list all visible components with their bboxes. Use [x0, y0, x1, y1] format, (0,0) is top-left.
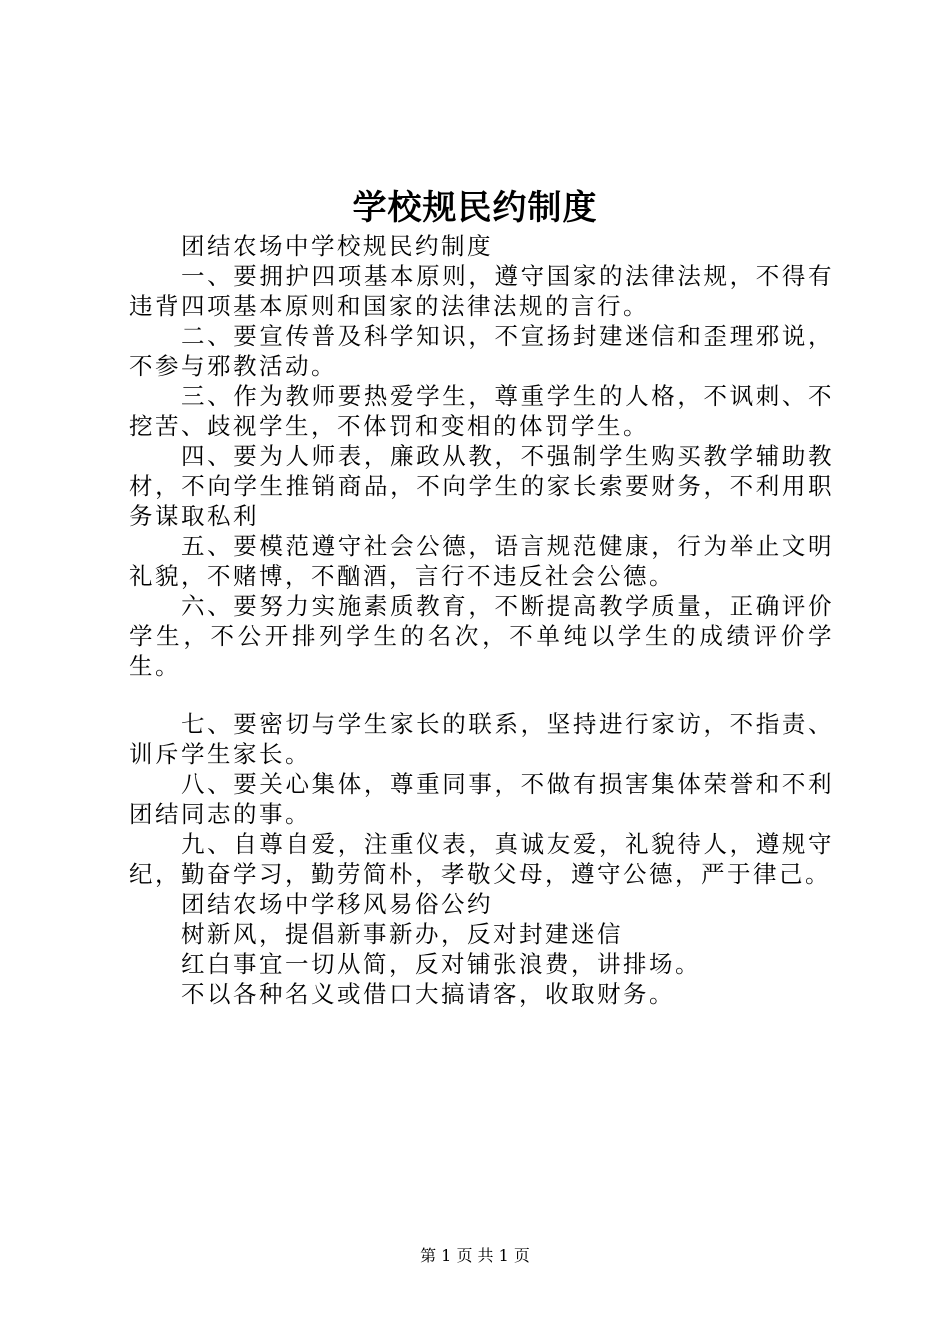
paragraph-rule-2: 二、要宣传普及科学知识，不宣扬封建迷信和歪理邪说，不参与邪教活动。: [129, 322, 834, 380]
document-title: 学校规民约制度: [352, 188, 598, 228]
paragraph-rule-8: 八、要关心集体，尊重同事，不做有损害集体荣誉和不利团结同志的事。: [129, 770, 834, 828]
document-body: [129, 231, 834, 1009]
paragraph-convention-1: 树新风，提倡新事新办，反对封建迷信: [181, 920, 623, 948]
paragraph-rule-5: 五、要模范遵守社会公德，语言规范健康，行为举止文明礼貌，不赌博，不酗酒，言行不违反社会公德。: [129, 532, 834, 590]
paragraph-convention-3: 不以各种名义或借口大搞请客，收取财务。: [181, 980, 675, 1008]
paragraph-rule-9: 九、自尊自爱，注重仪表，真诚友爱，礼貌待人，遵规守纪，勤奋学习，勤劳简朴，孝敬父母，遵守公德，严于律己。: [129, 830, 834, 888]
paragraph-spacer: [129, 681, 834, 709]
page-footer: 第 1 页 共 1 页: [420, 1246, 530, 1265]
paragraph-heading: 团结农场中学校规民约制度: [181, 232, 493, 260]
paragraph-rule-7: 七、要密切与学生家长的联系，坚持进行家访，不指责、训斥学生家长。: [129, 710, 834, 768]
paragraph-convention-2: 红白事宜一切从简，反对铺张浪费，讲排场。: [181, 950, 701, 978]
paragraph-rule-6: 六、要努力实施素质教育，不断提高教学质量，正确评价学生，不公开排列学生的名次，不单纯以学生的成绩评价学生。: [129, 592, 834, 680]
paragraph-rule-1: 一、要拥护四项基本原则，遵守国家的法律法规，不得有违背四项基本原则和国家的法律法规的言行。: [129, 262, 834, 320]
paragraph-convention-heading: 团结农场中学移风易俗公约: [181, 890, 493, 918]
paragraph-rule-4: 四、要为人师表，廉政从教，不强制学生购买教学辅助教材，不向学生推销商品，不向学生的家长索要财务，不利用职务谋取私利: [129, 442, 834, 530]
paragraph-rule-3: 三、作为教师要热爱学生，尊重学生的人格，不讽刺、不挖苦、歧视学生，不体罚和变相的体罚学生。: [129, 382, 834, 440]
